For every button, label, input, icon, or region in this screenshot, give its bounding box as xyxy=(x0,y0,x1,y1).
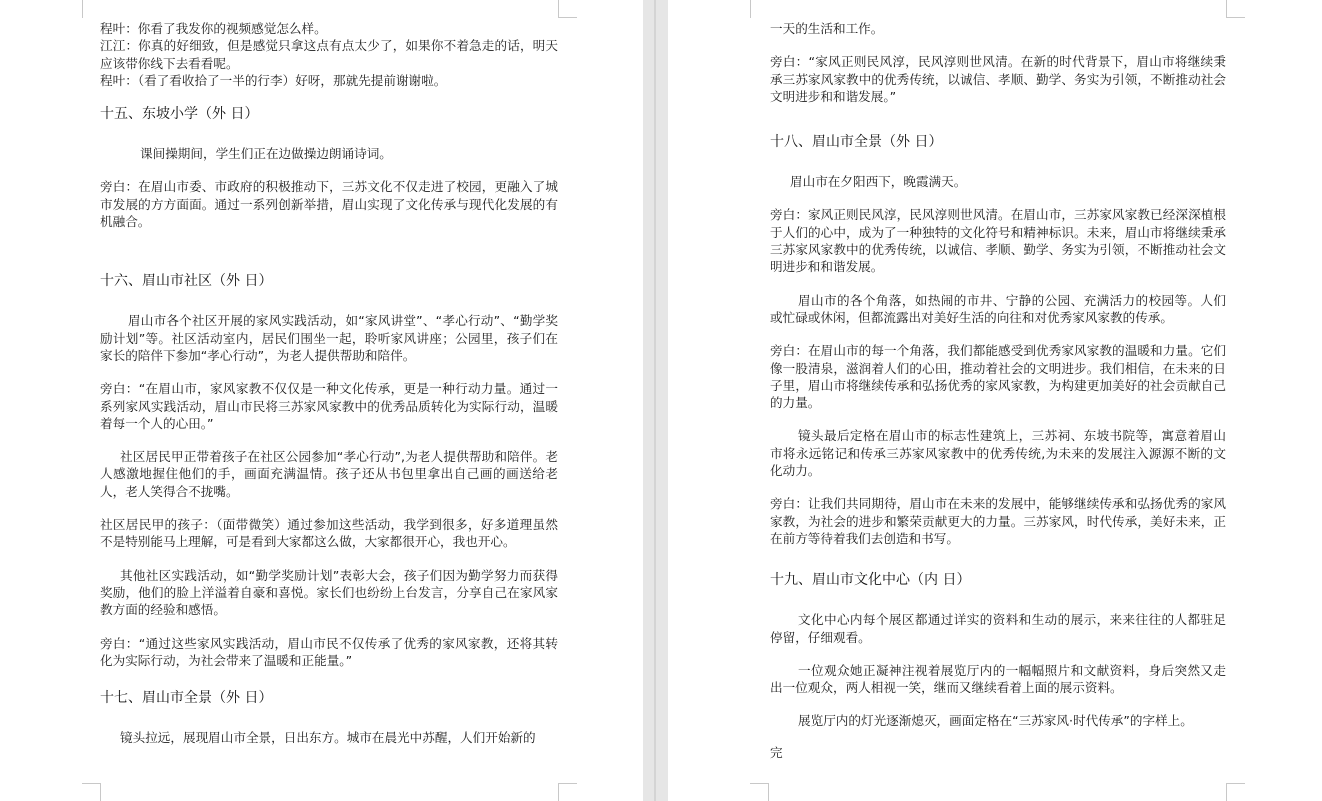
page-corner-mark xyxy=(1226,0,1245,18)
scene-heading: 十九、眉山市文化中心（内 日） xyxy=(770,572,971,589)
narration: 旁白：家风正则民风淳，民风淳则世风清。在眉山市，三苏家风家教已经深深植根于人们的心中，成为了一种独特的文化符号和精神标识。未来，眉山市将继续秉承三苏家风家教中的优秀传统，以诚信、孝顺、勤学、务实为引领，不断推动社会文明进步和和谐发展。 xyxy=(770,207,1226,275)
page-corner-mark xyxy=(558,0,577,18)
scene-description: 社区居民甲正带着孩子在社区公园参加“孝心行动”,为老人提供帮助和陪伴。老人感激地握住他们的手，画面充满温情。孩子还从书包里拿出自己画的画送给老人，老人笑得合不拢嘴。 xyxy=(100,449,558,499)
scene-description: 一天的生活和工作。 xyxy=(770,21,884,36)
document-page-left xyxy=(0,0,643,801)
page-separator xyxy=(643,0,668,801)
page-corner-mark xyxy=(82,783,101,801)
scene-description: 镜头拉远，展现眉山市全景，日出东方。城市在晨光中苏醒，人们开始新的 xyxy=(120,730,536,746)
scene-description: 课间操期间，学生们正在边做操边朗诵诗词。 xyxy=(140,146,392,162)
page-corner-mark xyxy=(82,0,101,18)
narration: 旁白：在眉山市的每一个角落，我们都能感受到优秀家风家教的温暖和力量。它们像一股清泉，滋润着人们的心田，推动着社会的文明进步。我们相信，在未来的日子里，眉山市将继续传承和弘扬优秀的家风家教，为构建更加美好的社会贡献自己的力量。 xyxy=(770,343,1226,411)
dialogue-line: 程叶：（看了看收拾了一半的行李）好呀，那就先提前谢谢啦。 xyxy=(100,72,447,88)
narration: 旁白：“通过这些家风实践活动，眉山市民不仅传承了优秀的家风家教，还将其转化为实际行动，为社会带来了温暖和正能量。” xyxy=(100,635,558,668)
narration: 旁白：让我们共同期待，眉山市在未来的发展中，能够继续传承和弘扬优秀的家风家教，为社会的进步和繁荣贡献更大的力量。三苏家风，时代传承，美好未来，正在前方等待着我们去创造和书写。 xyxy=(770,496,1226,546)
page-corner-mark xyxy=(1226,783,1245,801)
dialogue-line: 社区居民甲的孩子：（面带微笑）通过参加这些活动，我学到很多，好多道理虽然不是特别能马上理解，可是看到大家都这么做，大家都很开心，我也开心。 xyxy=(100,517,558,550)
scene-description: 眉山市在夕阳西下，晚霞满天。 xyxy=(790,174,967,190)
dialogue-line: 程叶：你看了我发你的视频感觉怎么样。 xyxy=(100,21,327,36)
scene-heading: 十五、东坡小学（外 日） xyxy=(100,106,259,123)
page-text-body xyxy=(100,20,558,746)
page-corner-mark xyxy=(558,783,577,801)
narration: 旁白：在眉山市委、市政府的积极推动下，三苏文化不仅走进了校园，更融入了城市发展的方方面面。通过一系列创新举措，眉山实现了文化传承与现代化发展的有机融合。 xyxy=(100,179,558,230)
page-corner-mark xyxy=(750,783,769,801)
scene-description: 一位观众她正凝神注视着展览厅内的一幅幅照片和文献资料，身后突然又走出一位观众，两人相视一笑，继而又继续看着上面的展示资料。 xyxy=(770,662,1226,696)
scene-description: 眉山市的各个角落，如热闹的市井、宁静的公园、充满活力的校园等。人们或忙碌或休闲，但都流露出对美好生活的向往和对优秀家风家教的传承。 xyxy=(770,292,1226,325)
document-page-right xyxy=(668,0,1322,801)
scene-heading: 十八、眉山市全景（外 日） xyxy=(770,134,943,151)
scene-description: 眉山市各个社区开展的家风实践活动，如“家风讲堂”、“孝心行动”、“勤学奖励计划”等。社区活动室内，居民们围坐一起，聆听家风讲座；公园里，孩子们在家长的陪伴下参加“孝心行动”，为老人提供帮助和陪伴。 xyxy=(100,313,558,363)
scene-heading: 十七、眉山市全景（外 日） xyxy=(100,690,273,707)
narration: 旁白：“家风正则民风淳，民风淳则世风清。在新的时代背景下，眉山市将继续秉承三苏家风家教中的优秀传统，以诚信、孝顺、勤学、务实为引领，不断推动社会文明进步和和谐发展。” xyxy=(770,54,1226,104)
dialogue-line: 江江：你真的好细致，但是感觉只拿这点有点太少了，如果你不着急走的话，明天应该带你线下去看看呢。 xyxy=(100,38,558,71)
scene-description: 镜头最后定格在眉山市的标志性建筑上，三苏祠、东坡书院等，寓意着眉山市将永远铭记和传承三苏家风家教中的优秀传统,为未来的发展注入源源不断的文化动力。 xyxy=(770,428,1226,479)
narration: 旁白：“在眉山市，家风家教不仅仅是一种文化传承，更是一种行动力量。通过一系列家风实践活动，眉山市民将三苏家风家教中的优秀品质转化为实际行动，温暖着每一个人的心田。” xyxy=(100,381,558,431)
page-text-body xyxy=(770,20,1226,761)
scene-heading: 十六、眉山市社区（外 日） xyxy=(100,273,273,290)
scene-description: 文化中心内每个展区都通过详实的资料和生动的展示，来来往往的人都驻足停留，仔细观看。 xyxy=(770,612,1226,645)
scene-description: 展览厅内的灯光逐渐熄灭，画面定格在“三苏家风·时代传承”的字样上。 xyxy=(798,713,1193,729)
scene-description: 其他社区实践活动，如“勤学奖励计划”表彰大会，孩子们因为勤学努力而获得奖励，他们的脸上洋溢着自豪和喜悦。家长们也纷纷上台发言，分享自己在家风家教方面的经验和感悟。 xyxy=(100,567,558,618)
end-marker: 完 xyxy=(770,744,783,760)
page-corner-mark xyxy=(750,0,769,18)
